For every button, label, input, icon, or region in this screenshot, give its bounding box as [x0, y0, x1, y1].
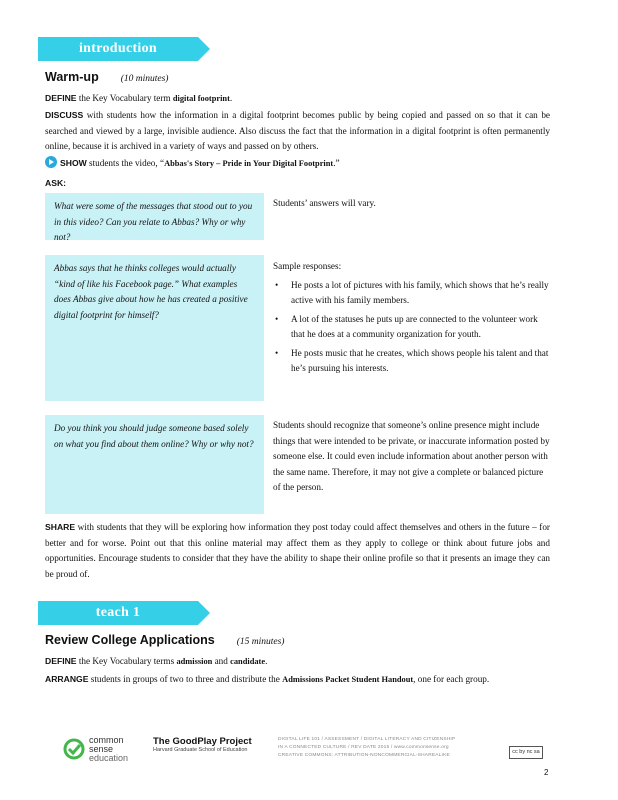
legal-line-2: IN A CONNECTED CULTURE / REV DATE 2015 / www.commonsense.org: [278, 745, 449, 750]
define-keyword: DEFINE: [45, 93, 77, 103]
answer-1: [273, 196, 550, 212]
video-title: Abbas's Story – Pride in Your Digital Footprint: [164, 159, 334, 168]
share-keyword: SHARE: [45, 522, 76, 532]
bullet-icon: •: [275, 279, 279, 290]
teach-title: Review College Applications: [45, 633, 215, 647]
question-box-3: [45, 415, 264, 514]
bullet-icon: •: [275, 313, 279, 324]
show-end: .”: [333, 158, 340, 168]
show-text: students the video, “: [89, 158, 165, 168]
teach-heading: [45, 633, 284, 647]
legal-text: [278, 736, 500, 760]
ask-keyword: ASK:: [45, 178, 67, 188]
legal-line-3: CREATIVE COMMONS: ATTRIBUTION-NONCOMMERCIAL-SHAREALIKE: [278, 753, 450, 758]
define-end: .: [265, 656, 268, 666]
answer-text: Students should recognize that someone’s online presence might include things that were intended to be private, or inaccurate information posted by someone else. It could even include information about another person with the same name. Therefore, it may not give a complete or balanced picture of the person.: [273, 420, 550, 492]
show-keyword: SHOW: [60, 158, 87, 168]
discuss-paragraph: [45, 108, 550, 155]
banner-label: introduction: [78, 41, 158, 56]
goodplay-subtitle: Harvard Graduate School of Education: [153, 747, 248, 753]
answer-text: Sample responses:: [273, 261, 342, 271]
common-sense-check-icon: [63, 738, 85, 760]
goodplay-title: The GoodPlay Project: [153, 736, 252, 747]
question-text: What were some of the messages that stood out to you in this video? Can you relate to Abbas? Why or why not?: [54, 201, 253, 242]
banner-label: teach 1: [95, 605, 141, 620]
play-video-icon[interactable]: [45, 156, 57, 168]
section-banner-introduction: [38, 37, 210, 61]
question-text: Abbas says that he thinks colleges would actually “kind of like his Facebook page.” What examples does Abbas give about how he has created a positive digital footprint for himself?: [54, 263, 248, 320]
list-item: [273, 312, 550, 343]
share-paragraph: [45, 520, 550, 582]
warmup-title: Warm-up: [45, 70, 99, 84]
warmup-heading: [45, 70, 168, 84]
handout-title: Admissions Packet Student Handout: [282, 675, 414, 684]
discuss-text: with students how the information in a digital footprint becomes public by being copied and passed on so that it can be searched and viewed by a large, invisible audience. Also discuss the fact that the information in a digital footprint is often permanently online, because it is archived in a variety of ways and passed on by others.: [45, 110, 551, 151]
question-box-1: [45, 193, 264, 240]
define-paragraph: [45, 91, 550, 107]
logo-line-2: sense: [89, 744, 114, 754]
term-candidate: candidate: [230, 657, 266, 666]
page-number: 2: [544, 768, 549, 777]
define-term: digital footprint: [172, 94, 230, 103]
question-text: Do you think you should judge someone based solely on what you find about them online? Why or why not?: [54, 423, 254, 449]
section-banner-teach: [38, 601, 210, 625]
sample-responses-list: [273, 278, 550, 377]
define-keyword: DEFINE: [45, 656, 77, 666]
cc-label: cc by nc sa: [512, 749, 540, 755]
arrange-keyword: ARRANGE: [45, 674, 89, 684]
bullet-icon: •: [275, 347, 279, 358]
question-box-2: [45, 255, 264, 401]
answer-2: [273, 259, 550, 380]
goodplay-logo: [153, 736, 268, 753]
arrange-text: students in groups of two to three and distribute the: [90, 674, 280, 684]
define-end: .: [229, 93, 233, 103]
answer-3: [273, 418, 550, 496]
define-text: the Key Vocabulary term: [78, 93, 171, 103]
logo-line-1: common: [89, 735, 124, 745]
and-text: and: [214, 656, 228, 666]
answer-text: Students’ answers will vary.: [273, 198, 376, 208]
teach-define-paragraph: [45, 654, 550, 670]
define-text: the Key Vocabulary terms: [78, 656, 175, 666]
term-admission: admission: [176, 657, 213, 666]
share-text: with students that they will be exploring how information they post today could affect themselves and others in the future – for better and for worse. Point out that this online material may affect them as they apply to college or think about future jobs and opportunities. Encourage students to consider that they have the ability to shape their online profile so that it presents an image they can be proud of.: [45, 522, 550, 579]
warmup-time: (10 minutes): [120, 74, 169, 84]
legal-line-1: DIGITAL LIFE 101 / ASSESSMENT / DIGITAL LITERACY AND CITIZENSHIP: [278, 737, 456, 742]
common-sense-logo: [63, 736, 143, 770]
bullet-text: He posts a lot of pictures with his family, which shows that he’s really active with his family members.: [291, 279, 549, 305]
discuss-keyword: DISCUSS: [45, 110, 84, 120]
bullet-text: He posts music that he creates, which shows people his talent and that he’s pursuing his interests.: [291, 347, 549, 373]
logo-line-3: education: [89, 753, 129, 763]
list-item: [273, 278, 550, 309]
arrange-end: , one for each group.: [413, 674, 490, 684]
list-item: [273, 346, 550, 377]
show-paragraph: [45, 156, 550, 172]
creative-commons-badge: [509, 746, 543, 759]
ask-label: [45, 176, 550, 192]
arrange-paragraph: [45, 672, 550, 688]
bullet-text: A lot of the statuses he puts up are connected to the volunteer work that he does at a community organization for youth.: [291, 313, 538, 339]
teach-time: (15 minutes): [236, 637, 285, 647]
